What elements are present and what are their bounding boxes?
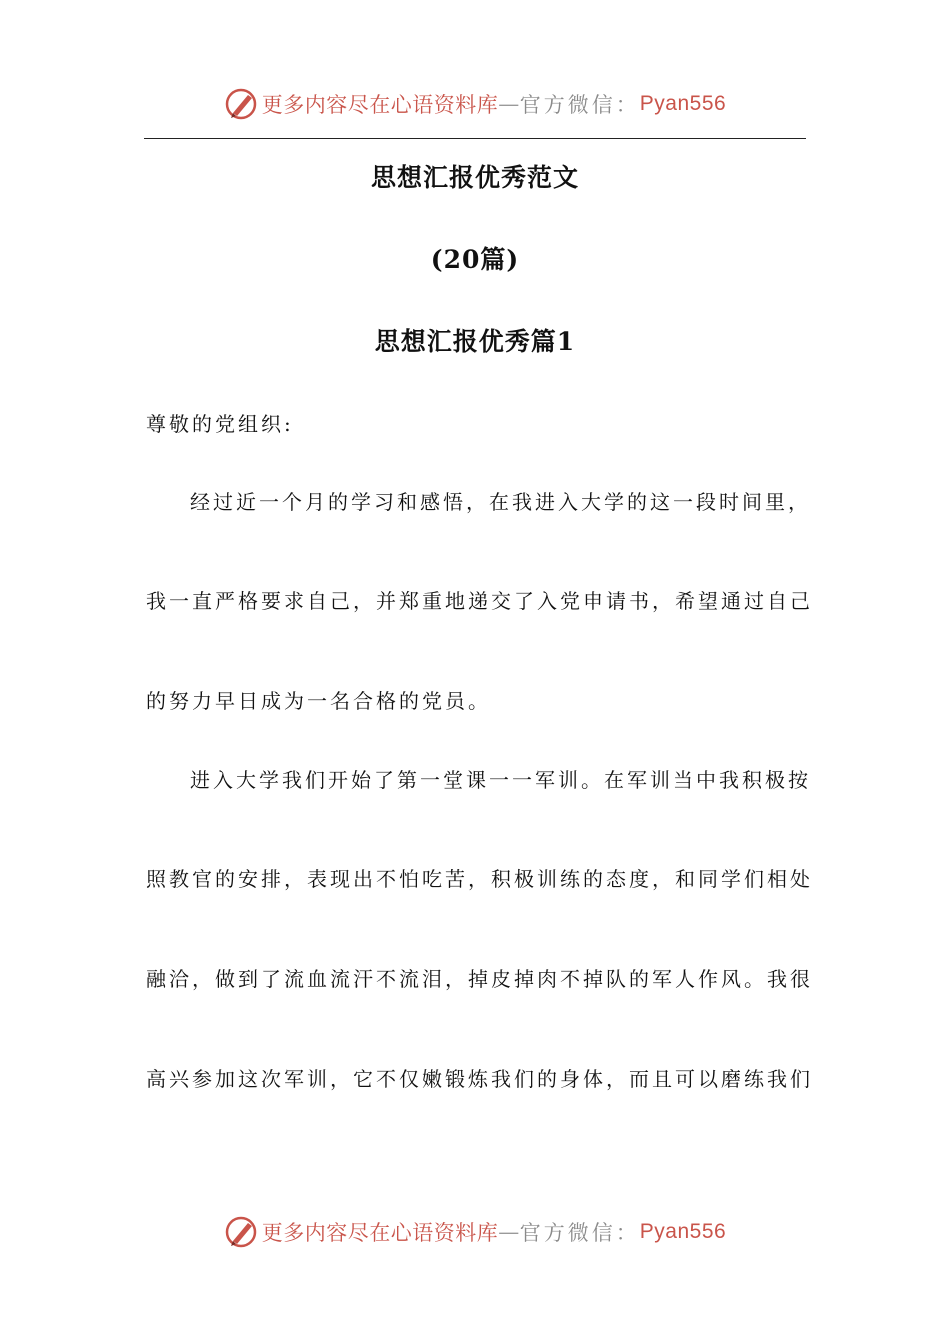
pen-logo-icon: [224, 87, 258, 121]
watermark-dash: —: [498, 1220, 520, 1244]
section-title: 思想汇报优秀篇1: [374, 327, 576, 356]
header-watermark: [0, 84, 950, 124]
document-count: (20篇): [430, 245, 520, 274]
body-line: 融洽，做到了流血流汗不流泪，掉皮掉肉不掉队的军人作风。我很: [146, 967, 813, 991]
body-line: 进入大学我们开始了第一堂课一一军训。在军训当中我积极按: [190, 768, 811, 792]
salutation: 尊敬的党组织:: [146, 412, 294, 436]
watermark-main-text: 更多内容尽在心语资料库: [261, 93, 499, 117]
footer-watermark: [0, 1212, 950, 1252]
watermark-dash: —: [498, 92, 520, 116]
watermark-wechat-id: Pyan556: [639, 92, 727, 115]
body-line: 经过近一个月的学习和感悟，在我进入大学的这一段时间里，: [190, 490, 811, 514]
pen-logo-icon: [224, 1215, 258, 1249]
watermark-wechat-id: Pyan556: [639, 1220, 727, 1243]
watermark-sub-text: 官方微信：: [519, 93, 640, 117]
body-line: 的努力早日成为一名合格的党员。: [146, 689, 491, 713]
body-line: 照教官的安排，表现出不怕吃苦，积极训练的态度，和同学们相处: [146, 867, 813, 891]
watermark-main-text: 更多内容尽在心语资料库: [261, 1221, 499, 1245]
body-line: 高兴参加这次军训，它不仅嫩锻炼我们的身体，而且可以磨练我们: [146, 1067, 813, 1091]
body-line: 我一直严格要求自己，并郑重地递交了入党申请书，希望通过自己: [146, 589, 813, 613]
document-title: 思想汇报优秀范文: [370, 163, 579, 192]
watermark-sub-text: 官方微信：: [519, 1221, 640, 1245]
header-rule: [144, 138, 806, 139]
